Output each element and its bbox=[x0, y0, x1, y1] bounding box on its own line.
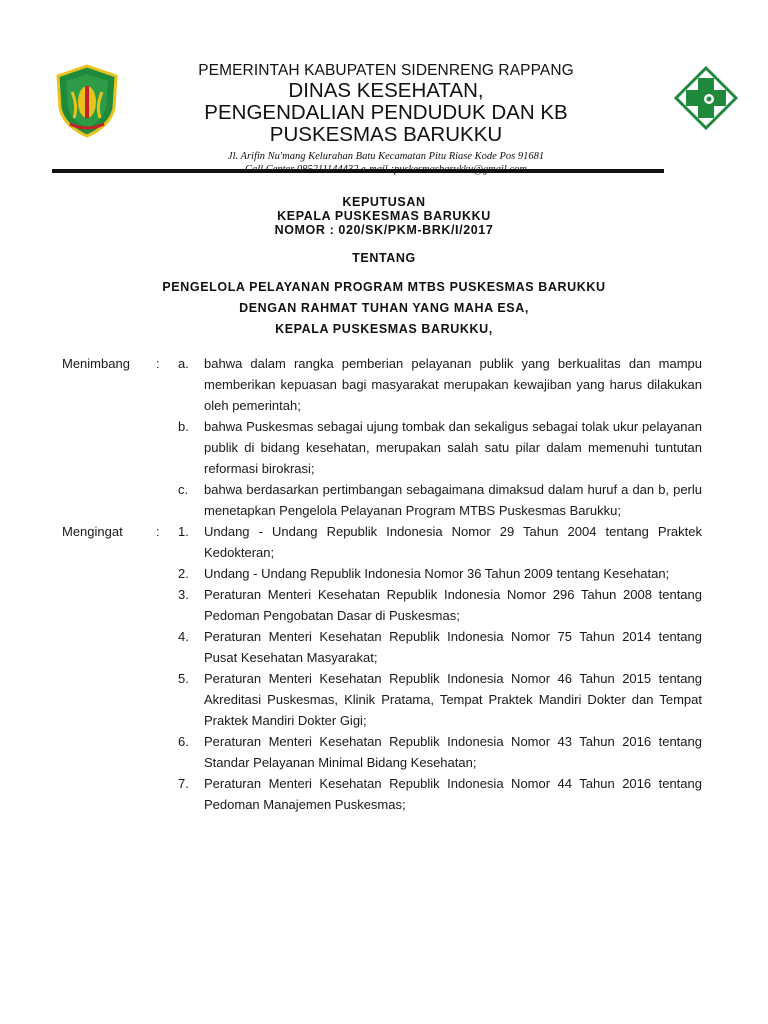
item-text: bahwa dalam rangka pemberian pelayanan publik yang berkualitas dan mampu memberikan kepuasan bagi masyarakat merupakan kewajiban yang harus dilakukan oleh pemerintah; bbox=[204, 356, 702, 413]
address-line: Jl. Arifin Nu'mang Kelurahan Batu Kecamatan Pitu Riase Kode Pos 91681 bbox=[227, 151, 545, 162]
decree-label: KEPUTUSAN bbox=[342, 195, 426, 209]
item-marker: b. bbox=[178, 419, 189, 434]
item-text: Peraturan Menteri Kesehatan Republik Indonesia Nomor 43 Tahun 2016 tentang Standar Pelayanan Minimal Bidang Kesehatan; bbox=[204, 734, 702, 770]
letterhead-divider bbox=[52, 169, 664, 173]
mengingat-list bbox=[178, 521, 702, 815]
decree-subject: PENGELOLA PELAYANAN PROGRAM MTBS PUSKESMAS BARUKKU bbox=[162, 280, 606, 294]
item-marker: a. bbox=[178, 356, 189, 371]
puskesmas-logo bbox=[674, 66, 738, 130]
item-marker: 2. bbox=[178, 566, 189, 581]
agency-name-line3: PUSKESMAS BARUKKU bbox=[269, 123, 503, 146]
section-colon: : bbox=[156, 356, 160, 371]
menimbang-list bbox=[178, 353, 702, 521]
list-item bbox=[178, 563, 702, 584]
agency-name-line1: DINAS KESEHATAN, bbox=[288, 79, 484, 102]
item-marker: 4. bbox=[178, 629, 189, 644]
item-text: Undang - Undang Republik Indonesia Nomor 36 Tahun 2009 tentang Kesehatan; bbox=[204, 566, 670, 581]
decree-heading bbox=[0, 195, 768, 237]
list-item bbox=[178, 479, 702, 521]
list-item bbox=[178, 521, 702, 563]
list-item bbox=[178, 416, 702, 479]
section-colon: : bbox=[156, 524, 160, 539]
list-item bbox=[178, 353, 702, 416]
item-text: Peraturan Menteri Kesehatan Republik Indonesia Nomor 44 Tahun 2016 tentang Pedoman Manajemen Puskesmas; bbox=[204, 776, 702, 812]
item-text: bahwa Puskesmas sebagai ujung tombak dan sekaligus sebagai tolak ukur pelayanan publik di bidang kesehatan, merupakan salah satu pilar dalam memenuhi tuntutan reformasi birokrasi; bbox=[204, 419, 702, 476]
item-text: Peraturan Menteri Kesehatan Republik Indonesia Nomor 296 Tahun 2008 tentang Pedoman Pengobatan Dasar di Puskesmas; bbox=[204, 587, 702, 623]
decree-number: NOMOR : 020/SK/PKM-BRK/I/2017 bbox=[274, 223, 494, 237]
decree-body bbox=[62, 353, 702, 815]
menimbang-section bbox=[62, 353, 702, 521]
agency-name-line2: PENGENDALIAN PENDUDUK DAN KB bbox=[204, 101, 568, 124]
section-label: Mengingat bbox=[62, 524, 123, 539]
item-marker: 1. bbox=[178, 524, 189, 539]
list-item bbox=[178, 731, 702, 773]
item-text: bahwa berdasarkan pertimbangan sebagaimana dimaksud dalam huruf a dan b, perlu menetapkan Pengelola Pelayanan Program MTBS Puskesmas Barukku; bbox=[204, 482, 702, 518]
kabupaten-emblem-logo bbox=[54, 64, 120, 138]
item-marker: c. bbox=[178, 482, 189, 497]
tentang-label: TENTANG bbox=[352, 251, 416, 265]
item-marker: 7. bbox=[178, 776, 189, 791]
authority-line: KEPALA PUSKESMAS BARUKKU, bbox=[275, 322, 493, 336]
list-item bbox=[178, 584, 702, 626]
mengingat-section bbox=[62, 521, 702, 815]
item-text: Peraturan Menteri Kesehatan Republik Indonesia Nomor 75 Tahun 2014 tentang Pusat Kesehatan Masyarakat; bbox=[204, 629, 702, 665]
item-marker: 3. bbox=[178, 587, 189, 602]
item-marker: 6. bbox=[178, 734, 189, 749]
list-item bbox=[178, 626, 702, 668]
decree-issuer: KEPALA PUSKESMAS BARUKKU bbox=[277, 209, 491, 223]
decree-subject-block bbox=[0, 277, 768, 340]
list-item bbox=[178, 668, 702, 731]
item-marker: 5. bbox=[178, 671, 189, 686]
letterhead bbox=[120, 62, 652, 176]
item-text: Undang - Undang Republik Indonesia Nomor 29 Tahun 2004 tentang Praktek Kedokteran; bbox=[204, 524, 702, 560]
blessing-line: DENGAN RAHMAT TUHAN YANG MAHA ESA, bbox=[239, 301, 529, 315]
section-label: Menimbang bbox=[62, 356, 130, 371]
list-item bbox=[178, 773, 702, 815]
government-name: PEMERINTAH KABUPATEN SIDENRENG RAPPANG bbox=[198, 62, 574, 79]
item-text: Peraturan Menteri Kesehatan Republik Indonesia Nomor 46 Tahun 2015 tentang Akreditasi Puskesmas, Klinik Pratama, Tempat Praktek Mandiri Dokter dan Tempat Praktek Mandiri Dokter Gigi; bbox=[204, 671, 702, 728]
